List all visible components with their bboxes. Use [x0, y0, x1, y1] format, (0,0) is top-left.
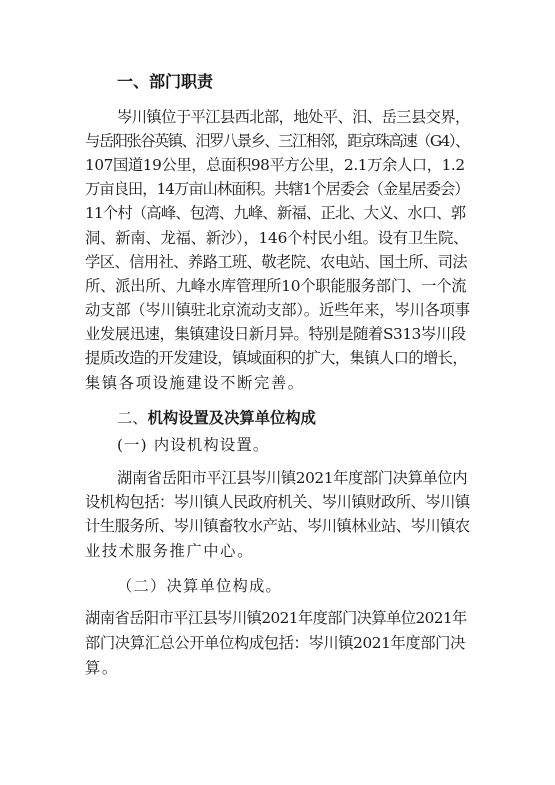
section-1-line: 107国道19公里，总面积98平方公里，2.1万余人口，1.2 — [85, 156, 465, 174]
section-1-line: 所、派出所、九峰水库管理所10个职能服务部门、一个流 — [85, 277, 467, 295]
subsection-1-line: 计生服务所、岑川镇畜牧水产站、岑川镇林业站、岑川镇农 — [85, 517, 470, 535]
subsection-2-line: 湖南省岳阳市平江县岑川镇2021年度部门决算单位2021年 — [85, 609, 467, 627]
section-1-line: 洞、新南、龙福、新沙），146个村民小组。设有卫生院、 — [85, 229, 469, 247]
section-1-line: 与岳阳张谷英镇、汨罗八景乡、三江相邻，距京珠高速（G4）、 — [85, 132, 469, 150]
subsection-1-title: (一) 内设机构设置。 — [117, 436, 270, 454]
section-2-title — [117, 408, 316, 428]
section-1-line: 集镇各项设施建设不断完善。 — [85, 374, 305, 392]
subsection-1-line: 设机构包括：岑川镇人民政府机关、岑川镇财政所、岑川镇 — [85, 493, 470, 511]
section-1-line: 业发展迅速，集镇建设日新月异。特别是随着S313岑川段 — [85, 325, 466, 343]
subsection-2-line: 部门决算汇总公开单位构成包括：岑川镇2021年度部门决 — [85, 634, 465, 652]
subsection-2-line: 算。 — [85, 659, 119, 677]
subsection-2-title: （二）决算单位构成。 — [117, 577, 282, 595]
section-1-line: 11个村（高峰、包湾、九峰、新福、正北、大义、水口、郭 — [85, 204, 466, 222]
subsection-1-line: 业技术服务推广中心。 — [85, 542, 254, 560]
section-1-line: 提质改造的开发建设，镇域面积的扩大，集镇人口的增长， — [85, 349, 468, 367]
section-1-line: 万亩良田，14万亩山林面积。共辖1个居委会（金星居委会） — [85, 180, 469, 198]
subsection-1-line: 湖南省岳阳市平江县岑川镇2021年度部门决算单位内 — [117, 469, 468, 487]
section-1-title: 一、部门职责 — [117, 72, 214, 91]
section-1-line: 动支部（岑川镇驻北京流动支部）。近些年来，岑川各项事 — [85, 301, 470, 319]
section-1-line: 岑川镇位于平江县西北部，地处平、汨、岳三县交界， — [117, 108, 470, 126]
section-2-title-prefix: 二、 — [117, 409, 148, 427]
section-2-title-bold: 机构设置及决算单位构成 — [147, 409, 316, 427]
section-1-line: 学区、信用社、养路工班、敬老院、农电站、国土所、司法 — [85, 253, 468, 271]
